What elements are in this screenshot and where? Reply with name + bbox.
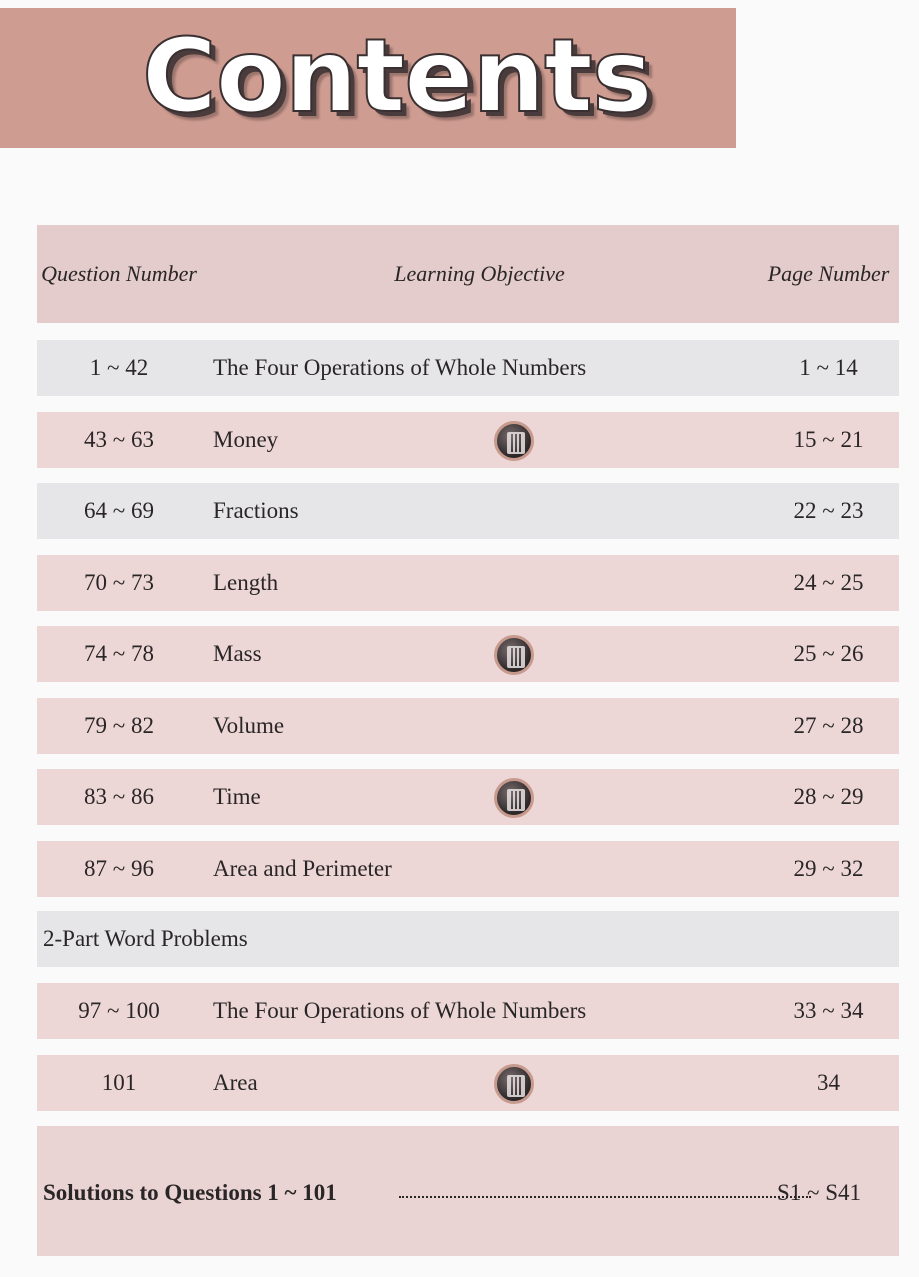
header-learning-objective: Learning Objective bbox=[394, 261, 565, 286]
section-heading: 2-Part Word Problems bbox=[43, 926, 248, 951]
learning-objective: Mass bbox=[206, 626, 753, 682]
table-row bbox=[37, 769, 899, 825]
learning-objective: Area and Perimeter bbox=[213, 855, 392, 881]
solutions-row bbox=[37, 1126, 899, 1256]
question-range: 97 ~ 100 bbox=[78, 998, 160, 1023]
question-range: 83 ~ 86 bbox=[84, 784, 154, 809]
page-title: Contents bbox=[142, 17, 652, 136]
header-question-number: Question Number bbox=[37, 225, 201, 323]
table-row bbox=[37, 555, 899, 611]
question-range: 70 ~ 73 bbox=[84, 569, 154, 595]
learning-objective: The Four Operations of Whole Numbers bbox=[213, 355, 587, 380]
calculator-icon bbox=[494, 1064, 534, 1104]
page-range: 22 ~ 23 bbox=[793, 498, 864, 523]
learning-objective: Length bbox=[213, 569, 279, 595]
table-row bbox=[37, 412, 899, 468]
table-header bbox=[37, 225, 899, 323]
question-range: 43 ~ 63 bbox=[84, 426, 154, 452]
page-range: 29 ~ 32 bbox=[793, 855, 864, 881]
table-row bbox=[37, 841, 899, 897]
calculator-icon bbox=[494, 635, 534, 675]
question-range: 87 ~ 96 bbox=[84, 855, 154, 881]
learning-objective: Fractions bbox=[213, 498, 299, 523]
calculator-icon bbox=[494, 421, 534, 461]
page-range: 34 bbox=[817, 1069, 840, 1095]
title-banner bbox=[0, 8, 736, 148]
page-range: 1 ~ 14 bbox=[799, 355, 858, 380]
calculator-icon bbox=[494, 778, 534, 818]
learning-objective: The Four Operations of Whole Numbers bbox=[213, 998, 587, 1023]
page-range: 24 ~ 25 bbox=[793, 569, 864, 595]
table-row bbox=[37, 340, 899, 396]
question-range: 101 bbox=[101, 1069, 137, 1095]
section-heading-row bbox=[37, 911, 899, 967]
learning-objective: Volume bbox=[213, 712, 285, 738]
question-range: 64 ~ 69 bbox=[84, 498, 154, 523]
table-row bbox=[37, 1055, 899, 1111]
page-range: 33 ~ 34 bbox=[793, 998, 864, 1023]
page-range: 27 ~ 28 bbox=[793, 712, 864, 738]
header-page-number: Page Number bbox=[767, 261, 890, 286]
page-range: 28 ~ 29 bbox=[793, 784, 864, 809]
question-range: 74 ~ 78 bbox=[84, 641, 154, 666]
learning-objective: Money bbox=[206, 412, 753, 468]
question-range: 1 ~ 42 bbox=[89, 355, 149, 380]
learning-objective: Time bbox=[206, 769, 753, 825]
question-range: 79 ~ 82 bbox=[84, 712, 154, 738]
dot-leader bbox=[399, 1196, 811, 1198]
solutions-label: Solutions to Questions 1 ~ 101 bbox=[43, 1180, 337, 1205]
solutions-pages: S1 ~ S41 bbox=[777, 1180, 862, 1205]
table-row bbox=[37, 483, 899, 539]
page-range: 25 ~ 26 bbox=[793, 641, 864, 666]
learning-objective: Area bbox=[206, 1055, 753, 1111]
table-row bbox=[37, 698, 899, 754]
table-row bbox=[37, 626, 899, 682]
page-range: 15 ~ 21 bbox=[793, 426, 864, 452]
table-row bbox=[37, 983, 899, 1039]
